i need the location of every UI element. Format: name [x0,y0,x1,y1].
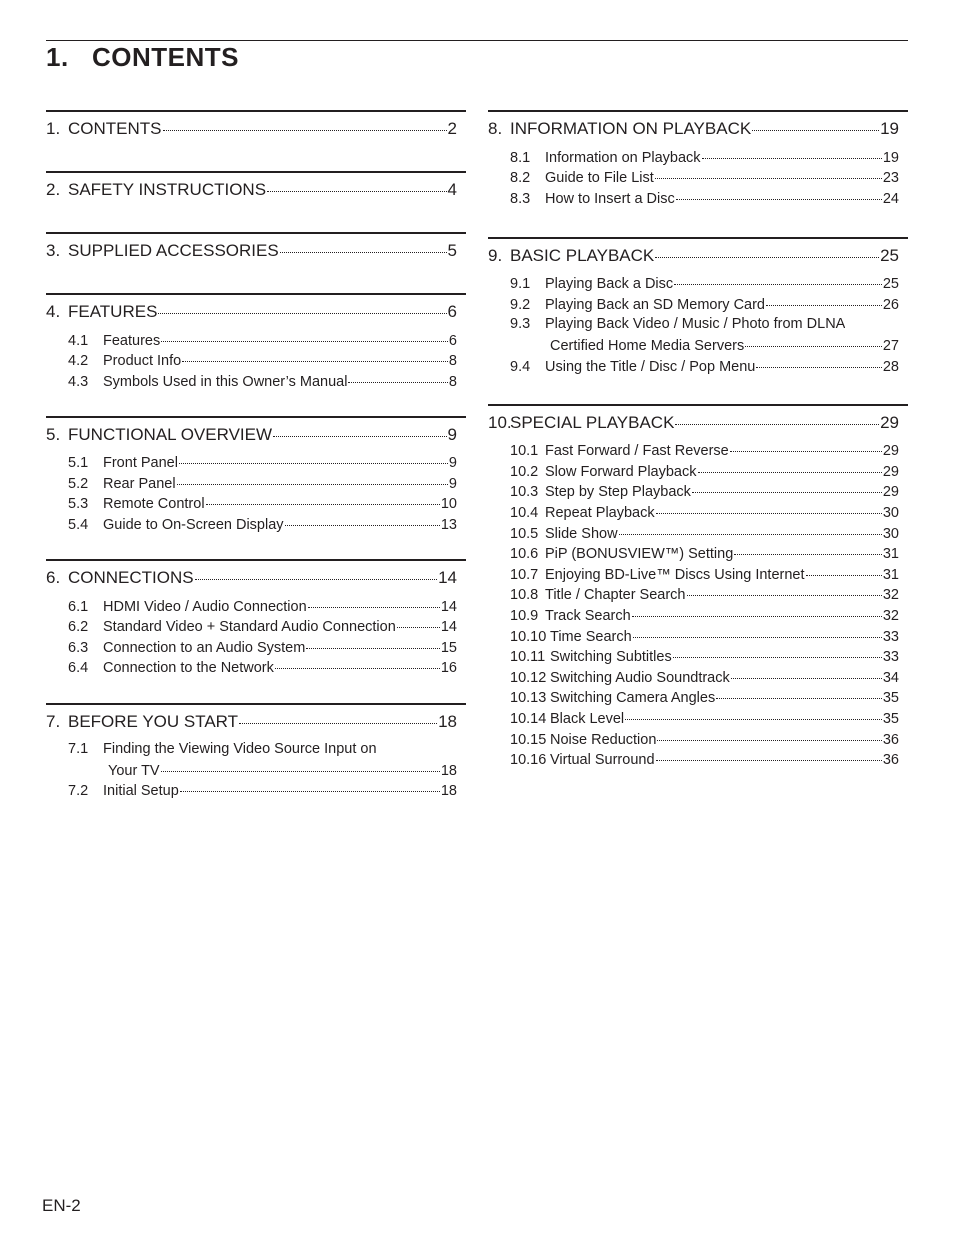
subsection-number: 10.4 [510,505,539,522]
subsection-number: 10.13 [510,690,547,707]
page-reference: 18 [438,711,457,731]
page-reference: 27 [882,338,899,355]
dot-leader [806,560,882,576]
toc-section [46,416,466,534]
dot-leader [625,704,882,720]
dot-leader [702,143,882,159]
section-number: 2. [46,180,61,199]
dot-leader [633,622,882,638]
subsection-number: 5.3 [68,496,89,513]
subsection-title: Standard Video + Standard Audio Connection [103,619,396,636]
subsection-number: 10.3 [510,484,539,501]
subsection-title: Playing Back a Disc [545,276,674,293]
subsection-title: Step by Step Playback [545,484,691,501]
section-title: BASIC PLAYBACK [510,245,655,265]
dot-leader [673,643,882,659]
subsection-title: HDMI Video / Audio Connection [103,598,307,615]
page-reference: 8 [448,353,457,370]
subsection-number: 6.3 [68,639,89,656]
subsection-number: 9.1 [510,276,531,293]
dot-leader [687,581,882,597]
dot-leader [752,113,879,131]
section-title: BEFORE YOU START [68,711,239,731]
toc-section [46,232,466,268]
section-number: 1. [46,119,61,138]
dot-leader [267,174,446,192]
section-number: 8. [488,119,503,138]
page-reference: 25 [880,245,899,265]
toc-entry[interactable] [46,561,466,595]
toc-subentry[interactable] [510,187,899,208]
subsection-number: 10.15 [510,731,547,748]
subsection-number: 9.4 [510,358,531,375]
page-reference: 25 [882,276,899,293]
section-title: FUNCTIONAL OVERVIEW [68,424,273,444]
page-number-footer: EN-2 [42,1196,81,1215]
page-title [46,42,239,73]
subsection-number: 10.11 [510,649,546,666]
page-reference: 29 [882,443,899,460]
page-reference: 9 [448,475,457,492]
subsection-number: 10.10 [510,628,547,645]
subsection-title: Switching Subtitles [550,649,672,666]
page-reference: 34 [882,669,899,686]
toc-subentry[interactable] [68,780,457,801]
toc-subentry[interactable] [510,355,899,376]
subsection-number: 8.1 [510,149,531,166]
page-reference: 9 [447,424,457,444]
page-reference: 29 [880,412,899,432]
page-reference: 6 [448,332,457,349]
subsection-number: 10.8 [510,587,539,604]
subsection-title: Connection to an Audio System [103,639,306,656]
subsection-number: 10.2 [510,463,539,480]
subsection-title: Playing Back Video / Music / Photo from DLNA [545,315,846,332]
dot-leader [179,449,448,465]
section-number: 9. [488,245,503,265]
dot-leader [676,184,882,200]
subsection-number: 4.3 [68,373,89,390]
page-reference: 19 [882,149,899,166]
dot-leader [734,540,882,556]
dot-leader [716,684,882,700]
subsection-title: Enjoying BD-Live™ Discs Using Internet [545,566,805,583]
dot-leader [397,613,440,629]
subsection-title: Slide Show [545,525,618,542]
section-title: CONNECTIONS [68,568,194,588]
dot-leader [632,602,882,618]
toc-entry[interactable] [488,112,908,146]
page-title-number: 1. [46,42,69,72]
toc-section [46,293,466,391]
page-reference: 19 [880,119,899,138]
subsection-number: 6.4 [68,660,89,677]
subsection-title: Using the Title / Disc / Pop Menu [545,358,756,375]
page-reference: 18 [440,762,457,779]
section-number: 3. [46,241,61,260]
page-reference: 33 [882,649,899,666]
page-reference: 30 [882,505,899,522]
page-reference: 33 [882,628,899,645]
dot-leader [657,725,881,741]
subsection-list [488,146,908,208]
subsection-title: PiP (BONUSVIEW™) Setting [545,546,734,563]
page-reference: 9 [448,455,457,472]
subsection-list [46,329,466,391]
subsection-title: Finding the Viewing Video Source Input on [103,740,377,757]
subsection-number: 5.1 [68,455,89,472]
subsection-title: Noise Reduction [550,731,657,748]
page-reference: 32 [882,587,899,604]
page-reference: 36 [882,752,899,769]
page-reference: 31 [882,566,899,583]
subsection-title: Rear Panel [103,475,176,492]
section-title: FEATURES [68,302,158,321]
subsection-number: 8.2 [510,170,531,187]
toc-entry[interactable] [46,173,466,207]
toc-section [46,559,466,677]
subsection-number: 10.6 [510,546,539,563]
subsection-number: 7.2 [68,783,89,800]
toc-right-column [488,110,908,769]
subsection-list [46,452,466,534]
subsection-title: Time Search [550,628,632,645]
dot-leader [275,654,440,670]
dot-leader [158,296,446,314]
toc-subentry[interactable] [68,370,457,391]
dot-leader [163,113,447,131]
page-reference: 23 [882,170,899,187]
subsection-number: 6.1 [68,598,89,615]
dot-leader [745,332,882,348]
dot-leader [348,367,447,383]
page-reference: 10 [440,496,457,513]
section-title: SPECIAL PLAYBACK [510,412,675,432]
subsection-title: Front Panel [103,455,178,472]
subsection-number: 6.2 [68,619,89,636]
toc-section [46,110,466,146]
toc-entry[interactable] [488,406,908,440]
toc-subentry[interactable] [510,749,899,770]
page-reference: 32 [882,608,899,624]
dot-leader [692,478,882,494]
dot-leader [656,499,882,515]
toc-entry[interactable] [46,234,466,268]
dot-leader [730,437,882,453]
subsection-title: Repeat Playback [545,505,655,522]
subsection-title-continued: Certified Home Media Servers [550,338,745,355]
section-title: CONTENTS [68,119,162,138]
subsection-number: 9.3 [510,315,531,332]
dot-leader [239,706,437,724]
subsection-title: Switching Camera Angles [550,690,716,707]
toc-section [488,110,908,208]
subsection-number: 10.14 [510,710,547,727]
subsection-number: 4.1 [68,332,89,349]
toc-section [488,237,908,376]
section-number: 4. [46,302,61,321]
page-reference: 31 [882,546,899,563]
dot-leader [655,164,882,180]
section-number: 6. [46,568,61,588]
dot-leader [306,633,440,649]
subsection-number: 10.5 [510,525,539,542]
page-reference: 14 [438,568,457,588]
dot-leader [180,777,440,793]
toc-section [46,171,466,207]
toc-entry[interactable] [46,705,466,739]
subsection-list [488,273,908,376]
subsection-title: Switching Audio Soundtrack [550,669,730,686]
subsection-number: 9.2 [510,296,531,313]
section-title: INFORMATION ON PLAYBACK [510,119,752,138]
subsection-title: Guide to File List [545,170,654,187]
page-reference: 5 [447,241,457,260]
dot-leader [206,490,440,506]
toc-subentry[interactable] [68,739,457,780]
subsection-list [46,739,466,801]
toc-section [488,404,908,770]
subsection-number: 7.1 [68,740,89,757]
page-title-text: CONTENTS [92,42,239,72]
subsection-title: Product Info [103,353,182,370]
page-reference: 15 [440,639,457,656]
page-reference: 18 [440,783,457,800]
subsection-title: Remote Control [103,496,205,513]
dot-leader [280,235,447,253]
subsection-title: Track Search [545,608,631,624]
section-title: SUPPLIED ACCESSORIES [68,241,279,260]
page-reference: 29 [882,484,899,501]
subsection-number: 10.7 [510,566,539,583]
toc-subentry[interactable] [68,657,457,678]
dot-leader [161,326,448,342]
page-reference: 35 [882,710,899,727]
subsection-title: Playing Back an SD Memory Card [545,296,765,313]
toc-section [46,703,466,801]
dot-leader [731,663,882,679]
dot-leader [308,592,440,608]
toc-entry[interactable] [46,418,466,452]
page-reference: 36 [882,731,899,748]
section-number: 10. [488,412,512,432]
dot-leader [195,562,437,580]
page-reference: 28 [882,358,899,375]
dot-leader [766,290,882,306]
dot-leader [285,511,440,527]
section-number: 5. [46,424,61,444]
subsection-number: 10.16 [510,752,547,769]
subsection-number: 4.2 [68,353,89,370]
subsection-number: 5.2 [68,475,89,492]
toc-subentry[interactable] [510,314,899,355]
page-reference: 8 [448,373,457,390]
dot-leader [182,347,448,363]
subsection-title: Symbols Used in this Owner’s Manual [103,373,348,390]
toc-entry[interactable] [488,239,908,273]
page-reference: 4 [447,180,457,199]
dot-leader [619,519,882,535]
page-reference: 30 [882,525,899,542]
subsection-title: Guide to On-Screen Display [103,517,284,534]
page-reference: 24 [882,190,899,207]
subsection-number: 10.9 [510,608,539,624]
subsection-title: Fast Forward / Fast Reverse [545,443,729,460]
dot-leader [655,240,879,258]
toc-entry[interactable] [46,112,466,146]
dot-leader [161,756,440,772]
dot-leader [273,419,447,437]
subsection-list [46,595,466,677]
dot-leader [675,407,879,425]
subsection-number: 10.12 [510,669,547,686]
subsection-title: Connection to the Network [103,660,274,677]
toc-left-column [46,110,466,800]
page-reference: 2 [447,119,457,138]
page-reference: 16 [440,660,457,677]
subsection-list [488,440,908,770]
subsection-number: 8.3 [510,190,531,207]
subsection-title: Initial Setup [103,783,179,800]
top-rule [46,40,908,41]
subsection-title: Features [103,332,161,349]
subsection-title: Black Level [550,710,625,727]
page-reference: 35 [882,690,899,707]
page-reference: 14 [440,598,457,615]
dot-leader [674,270,882,286]
subsection-number: 5.4 [68,517,89,534]
section-number: 7. [46,711,61,731]
page-reference: 26 [882,296,899,313]
dot-leader [698,457,882,473]
subsection-title: Information on Playback [545,149,701,166]
toc-subentry[interactable] [510,293,899,314]
dot-leader [177,469,448,485]
page-reference: 13 [440,517,457,534]
dot-leader [756,352,882,368]
section-title: SAFETY INSTRUCTIONS [68,180,267,199]
subsection-number: 10.1 [510,443,539,460]
dot-leader [656,746,882,762]
page-reference: 29 [882,463,899,480]
subsection-title: Slow Forward Playback [545,463,697,480]
toc-subentry[interactable] [68,514,457,535]
subsection-title: Virtual Surround [550,752,655,769]
subsection-title: Title / Chapter Search [545,587,686,604]
subsection-title: How to Insert a Disc [545,190,675,207]
toc-entry[interactable] [46,295,466,329]
page-reference: 6 [447,302,457,321]
page-reference: 14 [440,619,457,636]
subsection-title-continued: Your TV [108,762,160,779]
